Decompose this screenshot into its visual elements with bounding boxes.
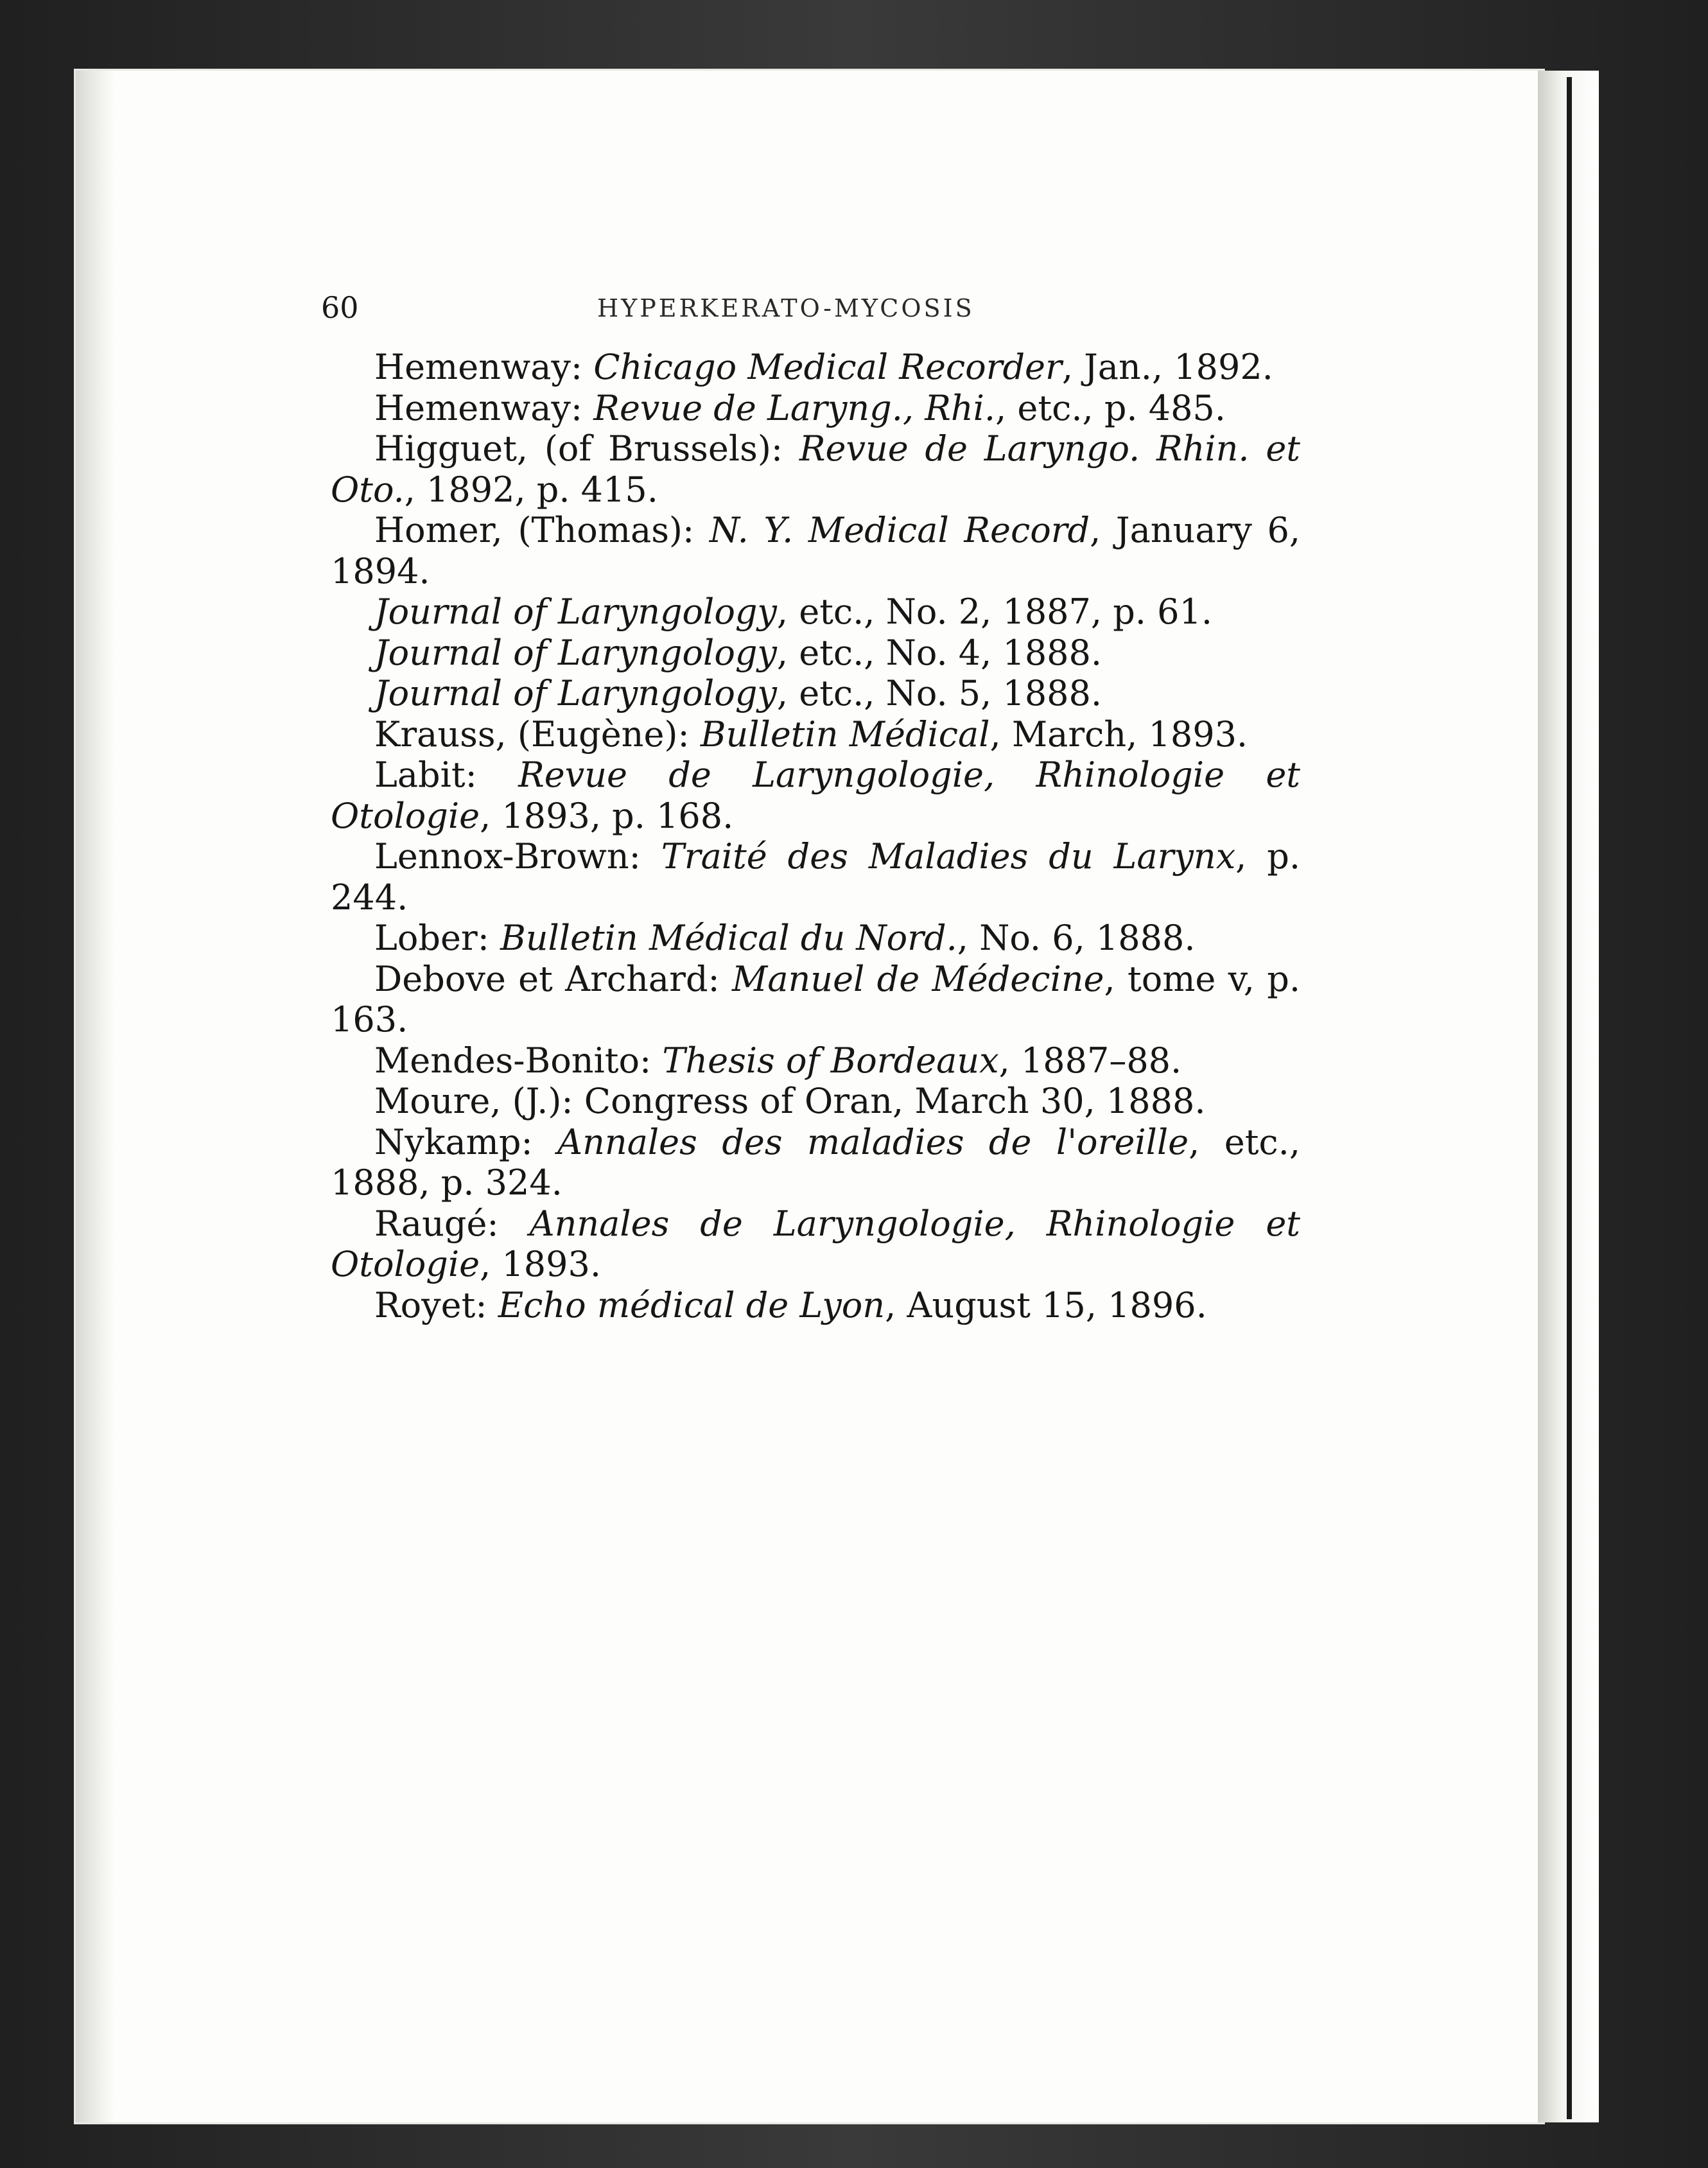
bibliography-entry [331,388,1300,429]
bibliography-entry [331,1203,1300,1285]
bibliography-entry [331,591,1300,633]
bibliography-entry [331,714,1300,755]
bibliography-entry [331,673,1300,714]
entry-details: , August 15, 1896. [885,1284,1207,1325]
entry-details: , No. 6, 1888. [957,918,1196,958]
entry-details: , etc., No. 2, 1887, p. 61. [776,591,1212,632]
entry-work: Traité des Maladies du Larynx [661,836,1236,877]
entry-author: Lennox-Brown: [374,836,661,877]
page-header [321,290,1297,335]
entry-work: Revue de Laryng., Rhi. [593,387,996,428]
bibliography-entry [331,836,1300,918]
entry-details: , Jan., 1892. [1061,347,1273,387]
entry-author: Raugé: [374,1203,530,1244]
bibliography-list [331,347,1300,1325]
bibliography-entry [331,633,1300,674]
entry-work: Manuel de Médecine [732,958,1104,999]
entry-details: , tome v, p. 163. [331,958,1301,1040]
entry-author: Homer, (Thomas): [374,510,710,550]
bibliography-entry [331,347,1300,388]
bibliography-entry [331,1040,1300,1081]
entry-author: Mendes-Bonito: [374,1040,663,1081]
entry-work: Journal of Laryngology [374,673,777,713]
entry-author: Hemenway: [374,347,594,387]
bibliography-entry [331,1285,1300,1326]
entry-author: Royet: [374,1284,498,1325]
bibliography-entry [331,428,1300,510]
entry-details: , January 6, 1894. [331,510,1301,591]
running-title: HYPERKERATO-MYCOSIS [597,294,975,322]
entry-author: Lober: [374,918,501,958]
entry-work: Journal of Laryngology [374,591,777,632]
entry-details: , 1892, p. 415. [404,469,658,510]
entry-work: Annales de Laryngologie, Rhinologie et Otologie [331,1203,1300,1284]
entry-work: Journal of Laryngology [374,632,777,673]
bibliography-entry [331,1122,1300,1203]
entry-work: Revue de Laryngo. Rhin. et Oto. [331,428,1301,510]
entry-author: Hemenway: [374,387,594,428]
bibliography-entry [331,918,1300,959]
entry-work: Annales des maladies de l'oreille [557,1121,1189,1162]
entry-author: Labit: [374,755,519,795]
entry-details: , etc., p. 485. [995,387,1226,428]
bibliography-entry [331,755,1300,836]
entry-author: Moure, (J.): Congress of Oran, March 30, 1888. [374,1081,1206,1121]
entry-details: , etc., 1888, p. 324. [331,1121,1300,1203]
page-number: 60 [321,290,359,325]
bibliography-entry [331,1081,1300,1122]
entry-details: , 1893, p. 168. [480,795,734,836]
entry-details: , etc., No. 5, 1888. [776,673,1102,713]
next-page-edge [1567,77,1591,2119]
entry-details: , etc., No. 4, 1888. [776,632,1102,673]
entry-details: , 1893. [480,1244,601,1284]
entry-work: N. Y. Medical Record [709,510,1090,550]
entry-work: Echo médical de Lyon [498,1284,885,1325]
entry-work: Chicago Medical Recorder [593,347,1062,387]
entry-author: Higguet, (of Brussels): [374,428,799,469]
entry-work: Bulletin Médical [700,713,990,755]
entry-work: Thesis of Bordeaux [662,1040,999,1081]
entry-author: Debove et Archard: [374,958,733,999]
page-left-shadow [76,71,114,2122]
bibliography-entry [331,959,1300,1040]
entry-work: Bulletin Médical du Nord. [500,918,957,958]
entry-details: , p. 244. [331,836,1300,918]
entry-work: Revue de Laryngologie, Rhinologie et Otologie [331,755,1301,836]
entry-author: Nykamp: [374,1121,558,1162]
bibliography-entry [331,510,1300,591]
entry-details: , 1887–88. [998,1040,1182,1081]
entry-author: Krauss, (Eugène): [374,713,701,755]
entry-details: , March, 1893. [989,713,1248,755]
